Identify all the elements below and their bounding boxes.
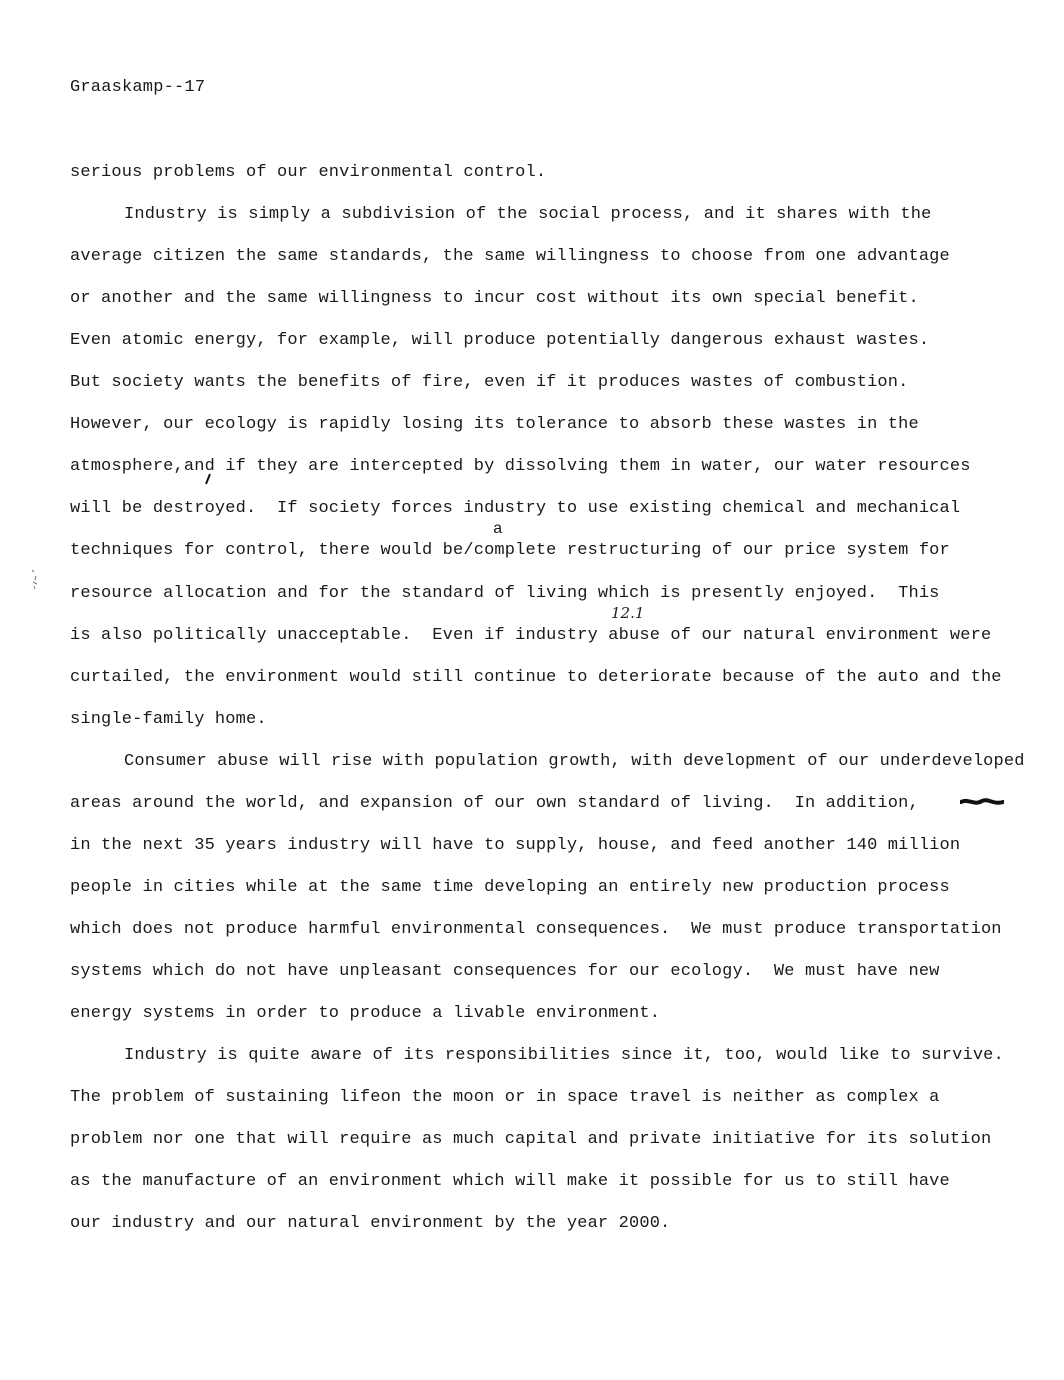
text-line: our industry and our natural environment by the year 2000. xyxy=(70,1214,671,1234)
inserted-letter-annotation: a xyxy=(493,520,503,538)
text-line: Even atomic energy, for example, will produce potentially dangerous exhaust wastes. xyxy=(70,331,930,351)
text-line: The problem of sustaining lifeon the moon or in space travel is neither as complex a xyxy=(70,1088,940,1108)
handwritten-note: 12.1 xyxy=(611,604,645,622)
text-line: as the manufacture of an environment which will make it possible for us to still have xyxy=(70,1172,950,1192)
text-line: problem nor one that will require as much capital and private initiative for its solution xyxy=(70,1130,992,1150)
running-head: Graaskamp--17 xyxy=(70,78,206,97)
text-line: or another and the same willingness to incur cost without its own special benefit. xyxy=(70,289,919,309)
text-line: atmosphere,and if they are intercepted by dissolving them in water, our water resources xyxy=(70,457,971,477)
text-line: Industry is quite aware of its responsibilities since it, too, would like to survive. xyxy=(124,1046,1004,1066)
text-line: techniques for control, there would be/complete restructuring of our price system for xyxy=(70,541,950,561)
text-line: curtailed, the environment would still continue to deteriorate because of the auto and the xyxy=(70,667,1002,687)
text-line: Industry is simply a subdivision of the social process, and it shares with the xyxy=(124,205,932,225)
paper-speck-mark xyxy=(30,568,40,590)
text-line: energy systems in order to produce a livable environment. xyxy=(70,1004,661,1023)
text-line: areas around the world, and expansion of our own standard of living. In addition, xyxy=(70,793,919,813)
text-line: is also politically unacceptable. Even if industry abuse of our natural environment were xyxy=(70,625,992,645)
comma-correction-mark xyxy=(202,472,214,486)
text-line: Consumer abuse will rise with population growth, with development of our underdeveloped xyxy=(124,751,1025,771)
text-line: systems which do not have unpleasant consequences for our ecology. We must have new xyxy=(70,961,940,981)
text-line: will be destroyed. If society forces industry to use existing chemical and mechanical xyxy=(70,499,961,519)
text-line: which does not produce harmful environmental consequences. We must produce transportation xyxy=(70,919,1002,939)
strikethrough-scribble xyxy=(960,797,1004,807)
text-line: But society wants the benefits of fire, even if it produces wastes of combustion. xyxy=(70,373,909,393)
text-line: single-family home. xyxy=(70,709,267,729)
text-line: average citizen the same standards, the same willingness to choose from one advantage xyxy=(70,247,950,267)
text-line: serious problems of our environmental control. xyxy=(70,163,547,182)
text-line: people in cities while at the same time developing an entirely new production process xyxy=(70,877,950,897)
text-line: resource allocation and for the standard of living which is presently enjoyed. This xyxy=(70,583,940,603)
text-line: However, our ecology is rapidly losing its tolerance to absorb these wastes in the xyxy=(70,415,919,435)
text-line: in the next 35 years industry will have to supply, house, and feed another 140 million xyxy=(70,835,961,855)
